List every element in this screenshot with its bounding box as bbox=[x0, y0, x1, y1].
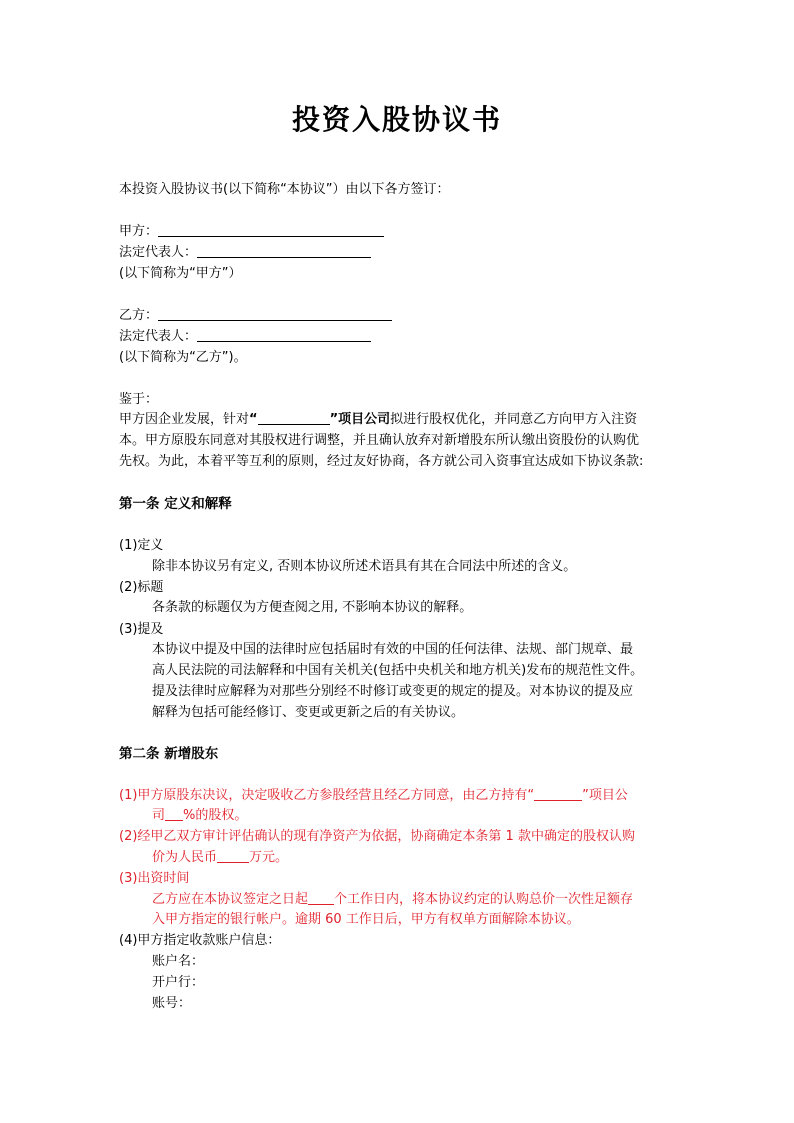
share-percent-blank[interactable] bbox=[165, 806, 183, 821]
whereas-line1-pre: 甲方因企业发展，针对 bbox=[119, 412, 250, 427]
party-a-name-line bbox=[119, 222, 384, 242]
article-2-percent-sign: % bbox=[183, 808, 196, 823]
article-1-item-3-line-1: 本协议中提及中国的法律时应包括届时有效的中国的任何法律、法规、部门规章、最 bbox=[152, 642, 634, 657]
party-b-rep-blank[interactable] bbox=[197, 327, 371, 342]
account-name-label: 账户名： bbox=[152, 954, 205, 969]
party-b-alias: (以下简称为“乙方”)。 bbox=[119, 350, 247, 365]
article-2-item-1-line-2 bbox=[152, 806, 247, 826]
article-2-item-2-line2-post: 万元。 bbox=[249, 850, 289, 865]
whereas-line-1 bbox=[119, 410, 637, 430]
article-2-item-3-line1-pre: 乙方应在本协议签定之日起 bbox=[152, 892, 309, 907]
document-title: 投资入股协议书 bbox=[291, 103, 502, 136]
party-a-name-blank[interactable] bbox=[158, 222, 384, 237]
party-a-name-label: 甲方： bbox=[119, 224, 159, 239]
article-2-item-3-label: (3)出资时间 bbox=[119, 871, 190, 886]
project-company-blank[interactable] bbox=[534, 786, 582, 801]
article-2-item-1-line2-post: 的股权。 bbox=[195, 808, 248, 823]
whereas-label: 鉴于： bbox=[119, 392, 159, 407]
working-days-blank[interactable] bbox=[308, 890, 334, 905]
article-1-item-3-line-3: 提及法律时应解释为对那些分别经不时修订或变更的规定的提及。对本协议的提及应 bbox=[152, 684, 634, 699]
party-b-name-line bbox=[119, 306, 392, 326]
article-1-item-3-label: (3)提及 bbox=[119, 622, 164, 637]
party-a-alias: (以下简称为“甲方”） bbox=[119, 266, 242, 281]
article-2-item-3-line-1 bbox=[152, 890, 633, 910]
whereas-quote-open: “ bbox=[249, 412, 258, 427]
intro-paragraph: 本投资入股协议书(以下简称“本协议”）由以下各方签订： bbox=[119, 182, 450, 197]
article-1-item-2-text: 各条款的标题仅为方便查阅之用, 不影响本协议的解释。 bbox=[152, 600, 473, 615]
party-b-name-blank[interactable] bbox=[158, 306, 392, 321]
party-b-rep-label: 法定代表人： bbox=[119, 329, 198, 344]
party-a-rep-blank[interactable] bbox=[197, 243, 371, 258]
article-1-heading: 第一条 定义和解释 bbox=[119, 496, 232, 512]
article-2-item-1-line2-pre: 司 bbox=[152, 808, 166, 823]
article-2-heading: 第二条 新增股东 bbox=[119, 746, 219, 762]
bank-label: 开户行： bbox=[152, 975, 205, 990]
party-b-name-label: 乙方： bbox=[119, 308, 159, 323]
article-2-item-1-line-1 bbox=[119, 786, 628, 806]
party-a-rep-label: 法定代表人： bbox=[119, 245, 198, 260]
whereas-line-2: 本。甲方原股东同意对其股权进行调整，并且确认放弃对新增股东所认缴出资股份的认购优 bbox=[119, 433, 640, 448]
party-a-rep-line bbox=[119, 243, 371, 263]
price-amount-blank[interactable] bbox=[217, 848, 249, 863]
article-1-item-1-text: 除非本协议另有定义, 否则本协议所述术语具有其在合同法中所述的含义。 bbox=[152, 559, 577, 574]
article-1-item-3-line-4: 解释为包括可能经修订、变更或更新之后的有关协议。 bbox=[152, 705, 465, 720]
whereas-line-3: 先权。为此，本着平等互利的原则，经过友好协商，各方就公司入资事宜达成如下协议条款: bbox=[119, 454, 644, 469]
article-2-item-3-line1-post: 个工作日内，将本协议约定的认购总价一次性足额存 bbox=[334, 892, 634, 907]
article-1-item-3-line-2: 高人民法院的司法解释和中国有关机关(包括中央机关和地方机关)发布的规范性文件。 bbox=[152, 663, 644, 678]
party-b-rep-line bbox=[119, 327, 371, 347]
article-2-item-1-post: ”项目公 bbox=[582, 788, 628, 803]
article-1-item-2-label: (2)标题 bbox=[119, 580, 164, 595]
article-2-item-1-pre: (1)甲方原股东决议，决定吸收乙方参股经营且经乙方同意，由乙方持有“ bbox=[119, 788, 535, 803]
whereas-project-company: ”项目公司 bbox=[329, 412, 391, 427]
article-1-item-1-label: (1)定义 bbox=[119, 538, 164, 553]
article-2-item-2-line-2 bbox=[152, 848, 288, 868]
article-2-item-4-label: (4)甲方指定收款账户信息： bbox=[119, 933, 281, 948]
project-name-blank[interactable] bbox=[258, 410, 330, 425]
article-2-item-2-line-1: (2)经甲乙双方审计评估确认的现有净资产为依据，协商确定本条第 1 款中确定的股权认购 bbox=[119, 829, 635, 844]
article-2-item-3-line-2: 入甲方指定的银行帐户。逾期 60 工作日后，甲方有权单方面解除本协议。 bbox=[152, 912, 580, 927]
article-2-item-2-line2-pre: 价为人民币 bbox=[152, 850, 218, 865]
whereas-line1-post: 拟进行股权优化，并同意乙方向甲方入注资 bbox=[390, 412, 638, 427]
account-number-label: 账号： bbox=[152, 996, 192, 1011]
